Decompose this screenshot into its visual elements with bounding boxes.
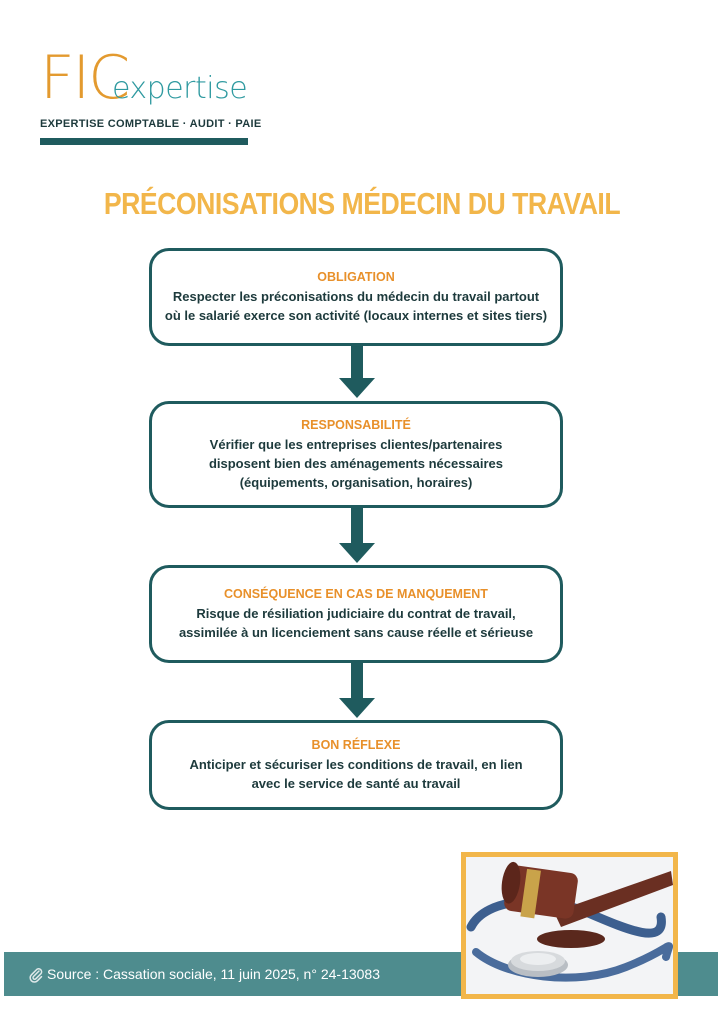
step-title: RESPONSABILITÉ [301,417,411,432]
source-text: Source : Cassation sociale, 11 juin 2025, n° 24-13083 [47,966,380,982]
flow-step-consequence [149,565,563,663]
step-text: Respecter les préconisations du médecin du travail partout où le salarié exerce son activité (locaux internes et sites tiers) [164,288,548,323]
step-text: Anticiper et sécuriser les conditions de travail, en lien avec le service de santé au travail [189,756,523,791]
step-title: BON RÉFLEXE [311,737,401,752]
paperclip-icon [28,967,44,983]
company-logo [40,43,262,148]
down-arrow-icon [339,346,375,398]
logo-expertise-text: expertise [112,71,248,106]
flow-step-obligation [149,248,563,346]
gavel-stethoscope-photo [461,852,678,999]
flow-step-responsabilite [149,401,563,508]
logo-fic-text: FIC [40,43,129,113]
source-footer [28,952,380,996]
flow-step-bon-reflexe [149,720,563,810]
page-title: PRÉCONISATIONS MÉDECIN DU TRAVAIL [103,186,621,221]
logo-underline-bar [40,138,248,145]
down-arrow-icon [339,663,375,718]
step-title: CONSÉQUENCE EN CAS DE MANQUEMENT [224,586,488,601]
logo-tagline: EXPERTISE COMPTABLE · AUDIT · PAIE [40,118,262,130]
step-title: OBLIGATION [317,269,395,284]
gavel-stethoscope-illustration [466,857,673,994]
step-text: Risque de résiliation judiciaire du contrat de travail, assimilée à un licenciement sans cause réelle et sérieuse [178,605,534,640]
down-arrow-icon [339,508,375,563]
step-text: Vérifier que les entreprises clientes/partenaires disposent bien des aménagements nécessaires (équipements, organisation, horaires) [208,436,504,490]
